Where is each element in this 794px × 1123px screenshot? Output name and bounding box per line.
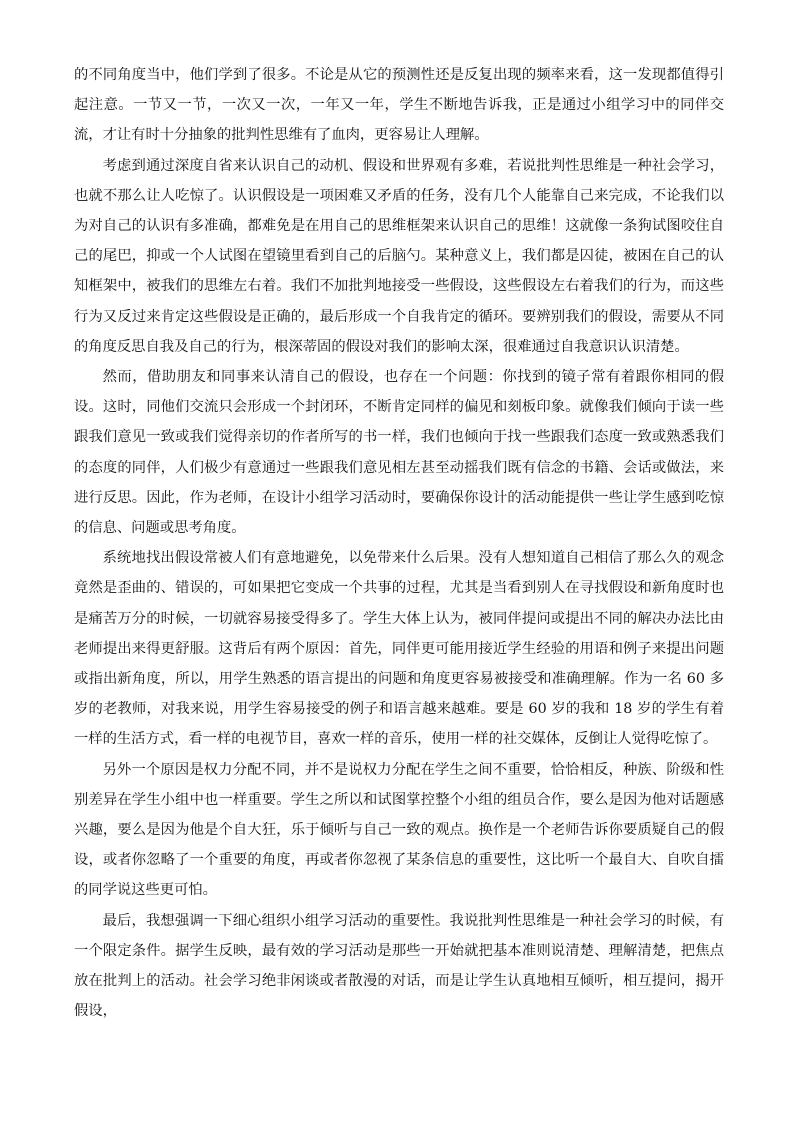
paragraph-1: 的不同角度当中，他们学到了很多。不论是从它的预测性还是反复出现的频率来看，这一发现都值得引起注意。一节又一节，一次又一次，一年又一年，学生不断地告诉我，正是通过小组学习中的同伴交流，才让有时十分抽象的批判性思维有了血肉，更容易让人理解。 <box>74 67 724 144</box>
paragraph-5: 另外一个原因是权力分配不同，并不是说权力分配在学生之间不重要，恰恰相反，种族、阶级和性别差异在学生小组中也一样重要。学生之所以和试图掌控整个小组的组员合作，要么是因为他对话题感兴趣，要么是因为他是个自大狂，乐于倾听与自己一致的观点。换作是一个老师告诉你要质疑自己的假设，或者你忽略了一个重要的角度，再或者你忽视了某条信息的重要性，这比听一个最自大、自吹自擂的同学说这些更可怕。 <box>74 761 724 899</box>
paragraph-4: 系统地找出假设常被人们有意地避免，以免带来什么后果。没有人想知道自己相信了那么久的观念竟然是歪曲的、错误的，可如果把它变成一个共事的过程，尤其是当看到别人在寻找假设和新角度时也是痛苦万分的时候，一切就容易接受得多了。学生大体上认为，被同伴提问或提出不同的解决办法比由老师提出来得更舒服。这背后有两个原因：首先，同伴更可能用接近学生经验的用语和例子来提出问题或指出新角度，所以，用学生熟悉的语言提出的问题和角度更容易被接受和准确理解。作为一名 60 多岁的老教师，对我来说，用学生容易接受的例子和语言越来越难。要是 60 岁的我和 18 岁的学生有着一样的生活方式，看一样的电视节目，喜欢一样的音乐，使用一样的社交媒体，反倒让人觉得吃惊了。 <box>74 550 724 748</box>
paragraph-6: 最后，我想强调一下细心组织小组学习活动的重要性。我说批判性思维是一种社会学习的时候，有一个限定条件。据学生反映，最有效的学习活动是那些一开始就把基本准则说清楚、理解清楚，把焦点放在批判上的活动。社会学习绝非闲谈或者散漫的对话，而是让学生认真地相互倾听，相互提问，揭开假设， <box>74 912 724 1020</box>
document-page <box>74 60 724 1027</box>
paragraph-2: 考虑到通过深度自省来认识自己的动机、假设和世界观有多难，若说批判性思维是一种社会学习，也就不那么让人吃惊了。认识假设是一项困难又矛盾的任务，没有几个人能靠自己来完成，不论我们以为对自己的认识有多准确，都难免是在用自己的思维框架来认识自己的思维！这就像一条狗试图咬住自己的尾巴，抑或一个人试图在望镜里看到自己的后脑勺。某种意义上，我们都是囚徒，被困在自己的认知框架中，被我们的思维左右着。我们不加批判地接受一些假设，这些假设左右着我们的行为，而这些行为又反过来肯定这些假设是正确的，最后形成一个自我肯定的循环。要辨别我们的假设，需要从不同的角度反思自我及自己的行为，根深蒂固的假设对我们的影响太深，很难通过自我意识认识清楚。 <box>74 157 724 355</box>
paragraph-3: 然而，借助朋友和同事来认清自己的假设，也存在一个问题：你找到的镜子常有着跟你相同的假设。这时，同他们交流只会形成一个封闭环，不断肯定同样的偏见和刻板印象。就像我们倾向于读一些跟我们意见一致或我们觉得亲切的作者所写的书一样，我们也倾向于找一些跟我们态度一致或熟悉我们的态度的同伴，人们极少有意通过一些跟我们意见相左甚至动摇我们既有信念的书籍、会话或做法，来进行反思。因此，作为老师，在设计小组学习活动时，要确保你设计的活动能提供一些让学生感到吃惊的信息、问题或思考角度。 <box>74 369 724 537</box>
